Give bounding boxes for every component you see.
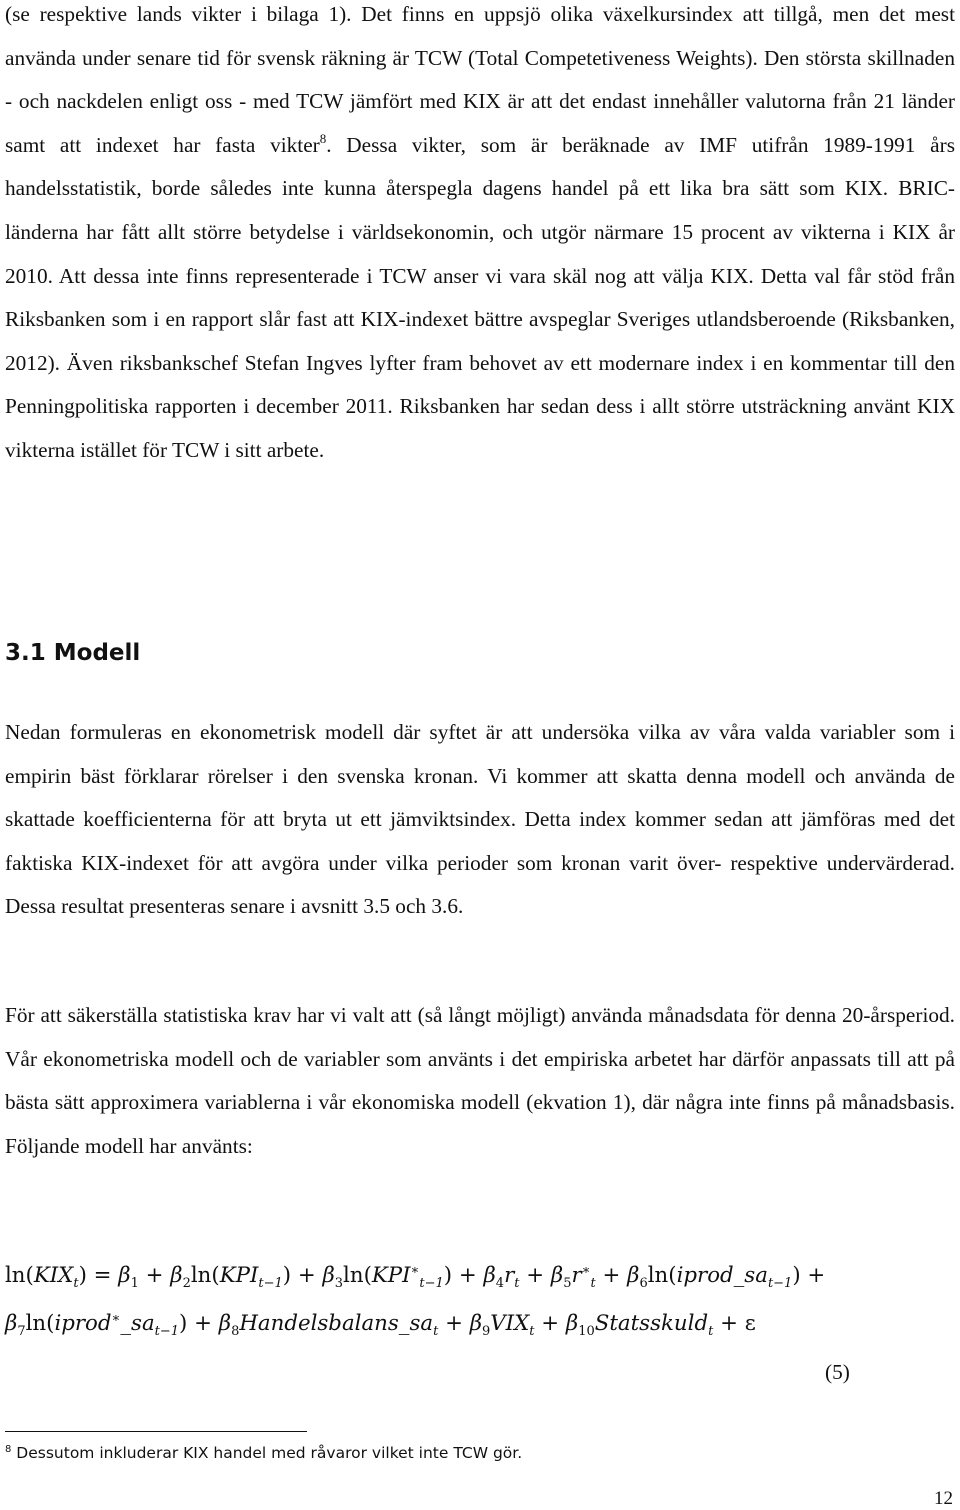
footnote-divider	[5, 1431, 307, 1432]
page-number: 12	[934, 1488, 953, 1509]
section-heading: 3.1 Modell	[5, 640, 141, 666]
body-paragraph-model-intro: Nedan formuleras en ekonometrisk modell där syftet är att undersöka vilka av våra valda variabler som i empirin bäst förklarar rörelser i den svenska kronan. Vi kommer att skatta denna modell och använda de skattade koefficienterna för att bryta ut ett jämviktsindex. Detta index kommer sedan att jämföras med det faktiska KIX-indexet för att avgöra under vilka perioder som kronan varit över- respektive undervärderad. Dessa resultat presenteras senare i avsnitt 3.5 och 3.6.	[5, 720, 955, 919]
paragraph-text: . Dessa vikter, som är beräknade av IMF utifrån 1989-1991 års handelsstatistik, borde således inte kunna återspegla dagens handel på ett lika bra sätt som KIX. BRIC-länderna har fått allt större betydelse i världsekonomin, och utgör närmare 15 procent av vikterna i KIX år 2010. Att dessa inte finns representerade i TCW anser vi vara skäl nog att välja KIX. Detta val får stöd från Riksbanken som i en rapport slår fast att KIX-indexet bättre avspeglar Sveriges utlandsberoende (Riksbanken, 2012). Även riksbankschef Stefan Ingves lyfter fram behovet av ett modernare index i en kommentar till den Penningpolitiska rapporten i december 2011. Riksbanken har sedan dess i allt större utsträckning använt KIX vikterna istället för TCW i sitt arbete.	[5, 132, 955, 462]
footnote-text: Dessutom inkluderar KIX handel med råvaror vilket inte TCW gör.	[11, 1444, 523, 1462]
footnote-reference[interactable]: 8	[319, 130, 327, 146]
equation-line-2: $\beta_7\ln(iprod^∗\_sa_{t-1})$ + $\beta_8Handelsbalans\_sa_t + \beta_9VIX_t$ + $\beta_{10}Statsskuld_t + \varepsilon$	[5, 1311, 756, 1339]
paragraph-text: (se respektive lands vikter i bilaga 1). Det finns en uppsjö olika växelkursindex att tillgå, men det mest använda under senare tid för svensk räkning är TCW (Total Competetiveness Weights). Den största skillnaden - och nackdelen enligt oss - med TCW jämfört med KIX är att det endast innehåller valutorna från 21 länder samt att indexet har fasta vikter	[5, 2, 955, 157]
footnote	[5, 1444, 522, 1462]
body-paragraph-exchange-index	[5, 0, 955, 473]
equation-line-1: $\ln(KIX_t) = \beta_1 + \beta_2\ln(KPI_{t-1}) + \beta_3\ln(KPI^∗_{t-1}) + \beta_4r_t + \beta_5r^∗_t$ + $\beta_6\ln(iprod\_sa_{t-1})$ +	[5, 1263, 826, 1291]
body-paragraph-data-description: För att säkerställa statistiska krav har vi valt att (så långt möjligt) använda månadsdata för denna 20-årsperiod. Vår ekonometriska modell och de variabler som använts i det empiriska arbetet har därför anpassats till att på bästa sätt approximera variablerna i vår ekonomiska modell (ekvation 1), där några inte finns på månadsbasis. Följande modell har använts:	[5, 1003, 955, 1158]
footnote-marker: 8	[5, 1444, 12, 1455]
equation-number: (5)	[825, 1360, 850, 1384]
